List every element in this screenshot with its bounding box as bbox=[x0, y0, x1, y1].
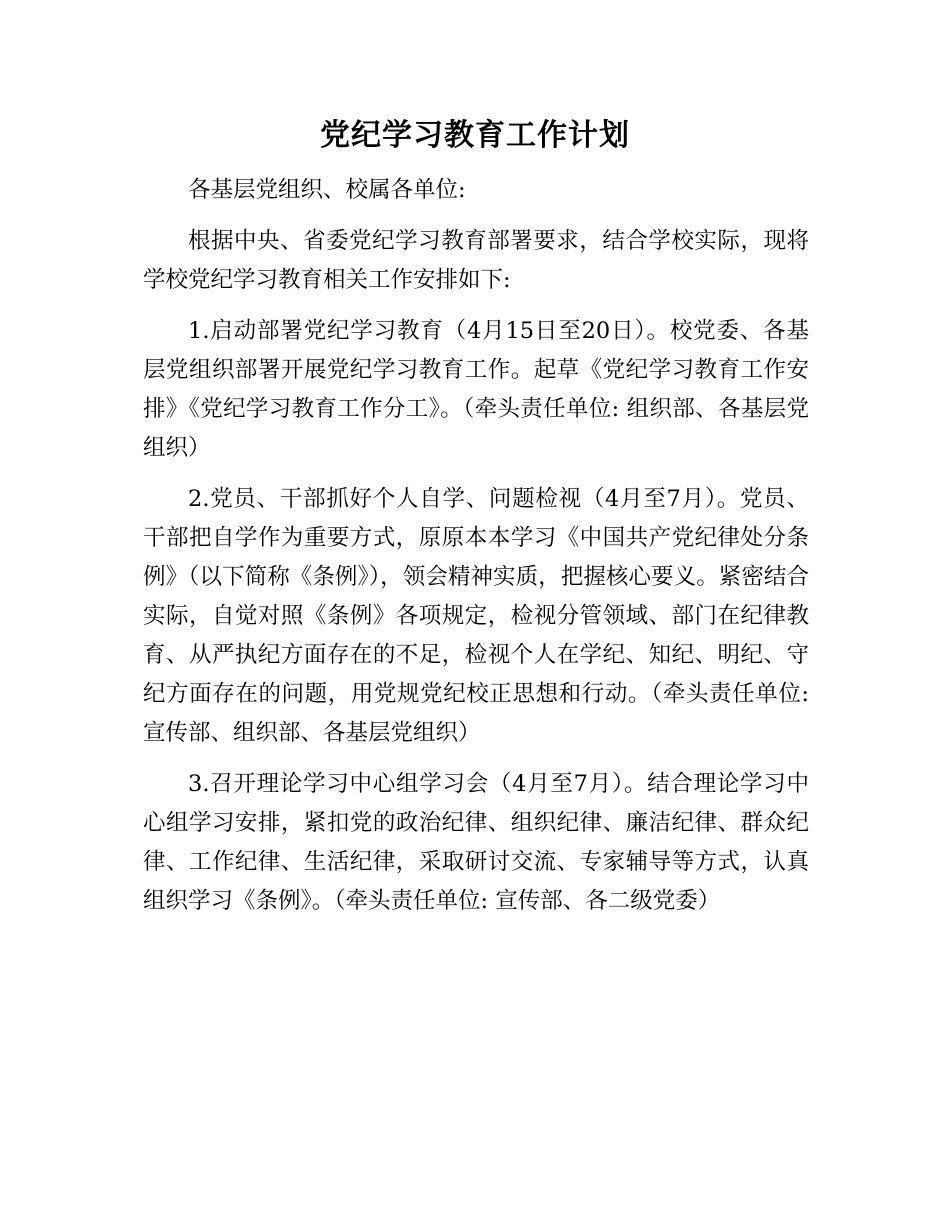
paragraph-item-1: 1.启动部署党纪学习教育（4月15日至20日）。校党委、各基层党组织部署开展党纪学习教育工作。起草《党纪学习教育工作安排》《党纪学习教育工作分工》。（牵头责任单位: 组织部、各基层党组织） bbox=[143, 318, 809, 461]
salutation: 各基层党组织、校属各单位: bbox=[188, 177, 466, 203]
document-body bbox=[143, 171, 809, 933]
document-title: 党纪学习教育工作计划 bbox=[320, 118, 630, 153]
paragraph-item-3: 3.召开理论学习中心组学习会（4月至7月）。结合理论学习中心组学习安排，紧扣党的政治纪律、组织纪律、廉洁纪律、群众纪律、工作纪律、生活纪律，采取研讨交流、专家辅导等方式，认真组织学习《条例》。（牵头责任单位: 宣传部、各二级党委） bbox=[143, 771, 809, 914]
paragraph-item-2: 2.党员、干部抓好个人自学、问题检视（4月至7月）。党员、干部把自学作为重要方式，原原本本学习《中国共产党纪律处分条例》（以下简称《条例》），领会精神实质，把握核心要义。紧密结合实际，自觉对照《条例》各项规定，检视分管领域、部门在纪律教育、从严执纪方面存在的不足，检视个人在学纪、知纪、明纪、守纪方面存在的问题，用党规党纪校正思想和行动。（牵头责任单位: 宣传部、组织部、各基层党组织） bbox=[143, 486, 809, 746]
paragraph-intro: 根据中央、省委党纪学习教育部署要求，结合学校实际，现将学校党纪学习教育相关工作安排如下: bbox=[143, 228, 809, 293]
